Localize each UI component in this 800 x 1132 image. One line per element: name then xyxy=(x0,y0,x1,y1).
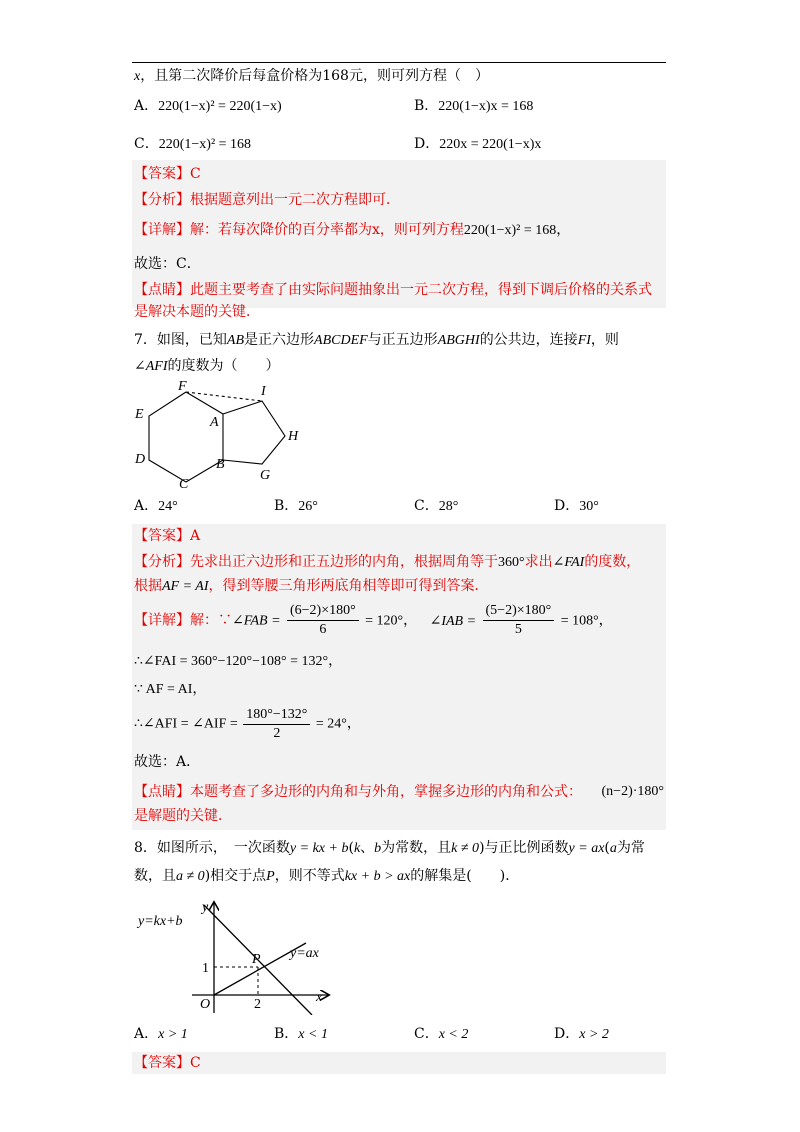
fraction-pentagon: $\frac{(5-2)\times 180^\circ}{5}$ xyxy=(483,602,555,639)
q6-stem-text: ，且第二次降价后每盒价格为168元，则可列方程（ ） xyxy=(140,68,489,84)
var-x: x xyxy=(134,69,141,84)
label-g: G xyxy=(260,468,271,483)
q7-stem-line2: ∠AFI的度数为（ ） xyxy=(134,358,280,374)
label-h: H xyxy=(288,429,299,444)
q6-detail: 【详解】解：若每次降价的百分率都为x，则可列方程220(1−x)² = 168， xyxy=(134,222,571,238)
q7-step2: ∴∠FAI = 360°−120°−108° = 132°， xyxy=(134,654,343,669)
q7-comment-line1: 【点睛】本题考查了多边形的内角和与外角，掌握多边形的内角和公式： (n−2)·180° xyxy=(134,784,664,800)
q7-option-c: C．28° xyxy=(414,498,459,514)
label-y-axis: y xyxy=(202,900,209,915)
label-origin: O xyxy=(200,997,211,1012)
fraction-hexagon: $\frac{(6-2)\times 180^\circ}{6}$ xyxy=(287,602,359,639)
label-b: B xyxy=(216,457,225,472)
q8-option-d: D．x > 2 xyxy=(554,1026,609,1042)
q7-option-d: D．30° xyxy=(554,498,599,514)
q7-analysis-line2: 根据AF = AI，得到等腰三角形两底角相等即可得到答案． xyxy=(134,578,489,594)
q7-step3: ∵ AF = AI， xyxy=(134,682,207,697)
q6-solution-box xyxy=(132,160,666,308)
fraction-base-angle: $\frac{180^\circ-132^\circ}{2}$ xyxy=(243,706,310,743)
q7-answer: 【答案】A xyxy=(134,528,201,544)
q6-analysis: 【分析】根据题意列出一元二次方程即可． xyxy=(134,192,400,208)
q7-stem-line1: 7．如图，已知AB是正六边形ABCDEF与正五边形ABGHI的公共边，连接FI，则 xyxy=(134,332,619,348)
q7-comment-line2: 是解题的关键． xyxy=(134,808,232,824)
q6-option-b: B．220(1−x)x = 168 xyxy=(414,98,534,114)
label-f: F xyxy=(178,379,187,394)
q8-stem-line1: 8．如图所示， 一次函数y = kx + b(k、b为常数，且k ≠ 0)与正比例函数y = ax(a为常 xyxy=(134,840,645,856)
q6-option-c: C．220(1−x)² = 168 xyxy=(134,136,252,152)
q7-step4: ∴∠AFI = ∠AIF = $\frac{180^\circ-132^\circ}{2}$ = 24°， xyxy=(134,707,361,741)
q6-comment-line2: 是解决本题的关键． xyxy=(134,304,260,320)
q6-answer: 【答案】C xyxy=(134,166,201,182)
label-y-kx-b: y=kx+b xyxy=(138,914,183,929)
q7-analysis-line1: 【分析】先求出正六边形和正五边形的内角，根据周角等于360°求出∠FAI的度数， xyxy=(134,554,641,570)
label-e: E xyxy=(135,407,144,422)
header-rule xyxy=(132,62,666,63)
q7-option-a: A．24° xyxy=(134,498,178,514)
label-x-axis: x xyxy=(316,990,323,1005)
q6-comment: 【点睛】此题主要考查了由实际问题抽象出一元二次方程，得到下调后价格的关系式 xyxy=(134,282,652,298)
label-a: A xyxy=(210,415,219,430)
tick-x-2: 2 xyxy=(254,997,261,1012)
q7-choice: 故选：A． xyxy=(134,754,201,770)
q8-option-c: C．x < 2 xyxy=(414,1026,469,1042)
pentagon-shape xyxy=(223,401,285,464)
q8-graph xyxy=(134,895,344,1015)
q7-figure xyxy=(130,378,310,490)
q8-solution-box xyxy=(132,1052,666,1074)
label-i: I xyxy=(261,384,266,399)
q8-answer: 【答案】C xyxy=(134,1055,201,1071)
q8-stem-line2: 数，且a ≠ 0)相交于点P，则不等式kx + b > ax的解集是( )． xyxy=(134,868,520,884)
q6-choice: 故选：C． xyxy=(134,256,201,272)
q8-option-a: A．x > 1 xyxy=(134,1026,188,1042)
label-point-p: P xyxy=(252,952,261,967)
label-c: C xyxy=(179,477,189,490)
dashed-segment-fi xyxy=(186,392,262,401)
q6-option-d: D．220x = 220(1−x)x xyxy=(414,136,542,152)
label-d: D xyxy=(135,452,146,467)
q8-option-b: B．x < 1 xyxy=(274,1026,328,1042)
hexagon-shape xyxy=(149,392,223,482)
q6-stem xyxy=(134,66,489,87)
q7-option-b: B．26° xyxy=(274,498,318,514)
q7-detail-line1: 【详解】解：∵∠FAB = $\frac{(6-2)\times 180^\circ}{6}$ = 120°， ∠IAB = $\frac{(5-2)\times 180^\circ}{5}$ = 108°， xyxy=(134,603,613,637)
label-y-ax: y=ax xyxy=(290,946,319,961)
q6-option-a: A．220(1−x)² = 220(1−x) xyxy=(134,98,282,114)
q7-solution-box xyxy=(132,524,666,830)
tick-y-1: 1 xyxy=(202,961,209,976)
